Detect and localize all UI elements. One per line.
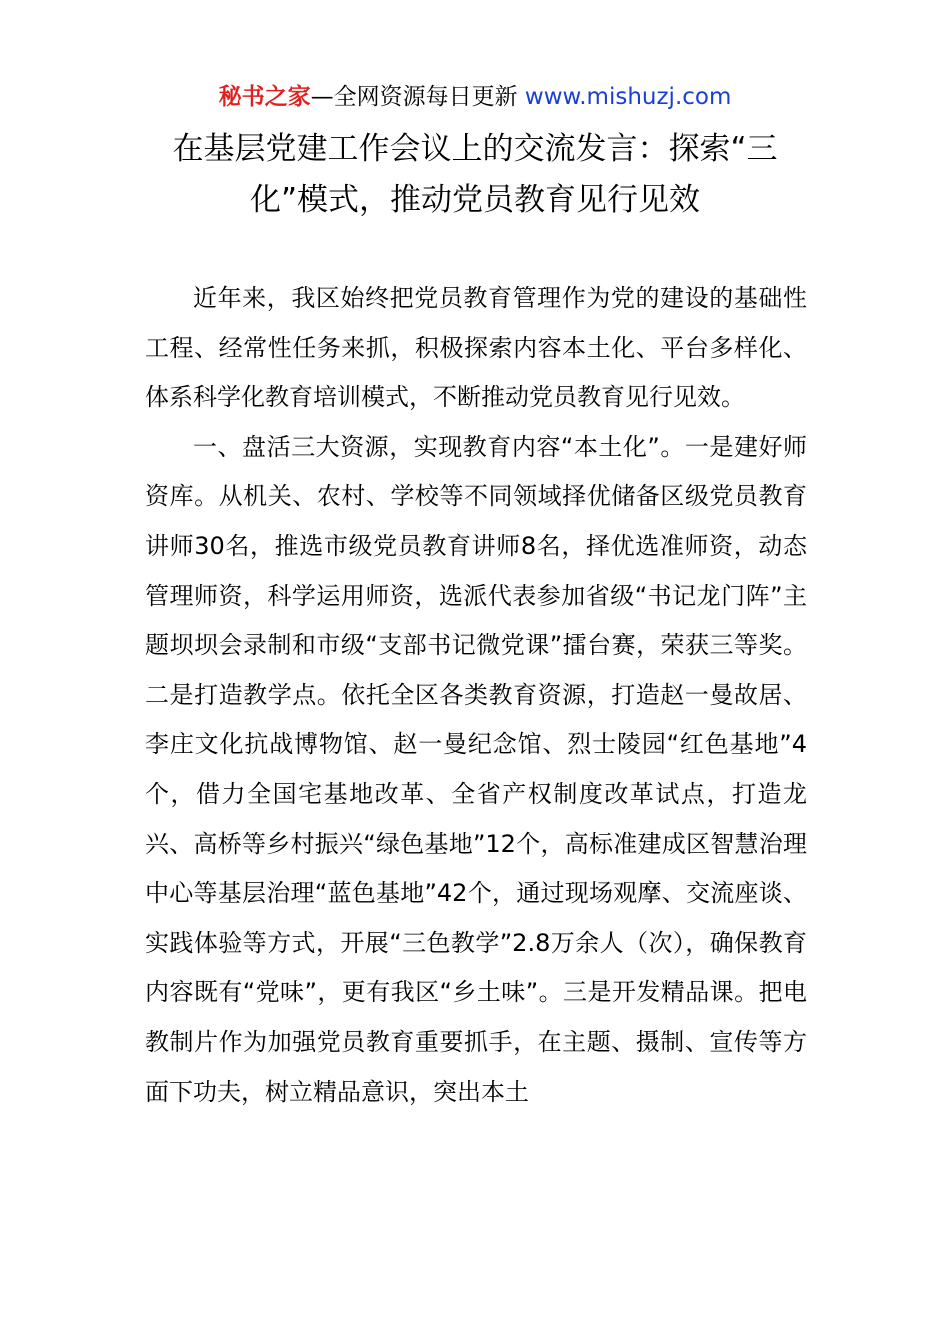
site-header (0, 80, 950, 114)
document-title: 在基层党建工作会议上的交流发言：探索“三化”模式，推动党员教育见行见效 (172, 131, 778, 218)
site-url[interactable]: www.mishuzj.com (524, 84, 732, 110)
paragraph-section-one: 一、盘活三大资源，实现教育内容“本土化”。一是建好师资库。从机关、农村、学校等不同领域择优储备区级党员教育讲师30名，推选市级党员教育讲师8名，择优选准师资，动态管理师资，科学运用师资，选派代表参加省级“书记龙门阵”主题坝坝会录制和市级“支部书记微党课”擂台赛，荣获三等奖。二是打造教学点。依托全区各类教育资源，打造赵一曼故居、李庄文化抗战博物馆、赵一曼纪念馆、烈士陵园“红色基地”4个，借力全国宅基地改革、全省产权制度改革试点，打造龙兴、高桥等乡村振兴“绿色基地”12个，高标准建成区智慧治理中心等基层治理“蓝色基地”42个，通过现场观摩、交流座谈、实践体验等方式，开展“三色教学”2.8万余人（次），确保教育内容既有“党味”，更有我区“乡土味”。三是开发精品课。把电教制片作为加强党员教育重要抓手，在主题、摄制、宣传等方面下功夫，树立精品意识，突出本土 (145, 432, 807, 1106)
document-body (145, 274, 807, 1117)
site-brand: 秘书之家 (218, 84, 311, 110)
site-slogan: —全网资源每日更新 (310, 84, 518, 110)
paragraph-intro: 近年来，我区始终把党员教育管理作为党的建设的基础性工程、经常性任务来抓，积极探索内容本土化、平台多样化、体系科学化教育培训模式，不断推动党员教育见行见效。 (145, 284, 807, 412)
